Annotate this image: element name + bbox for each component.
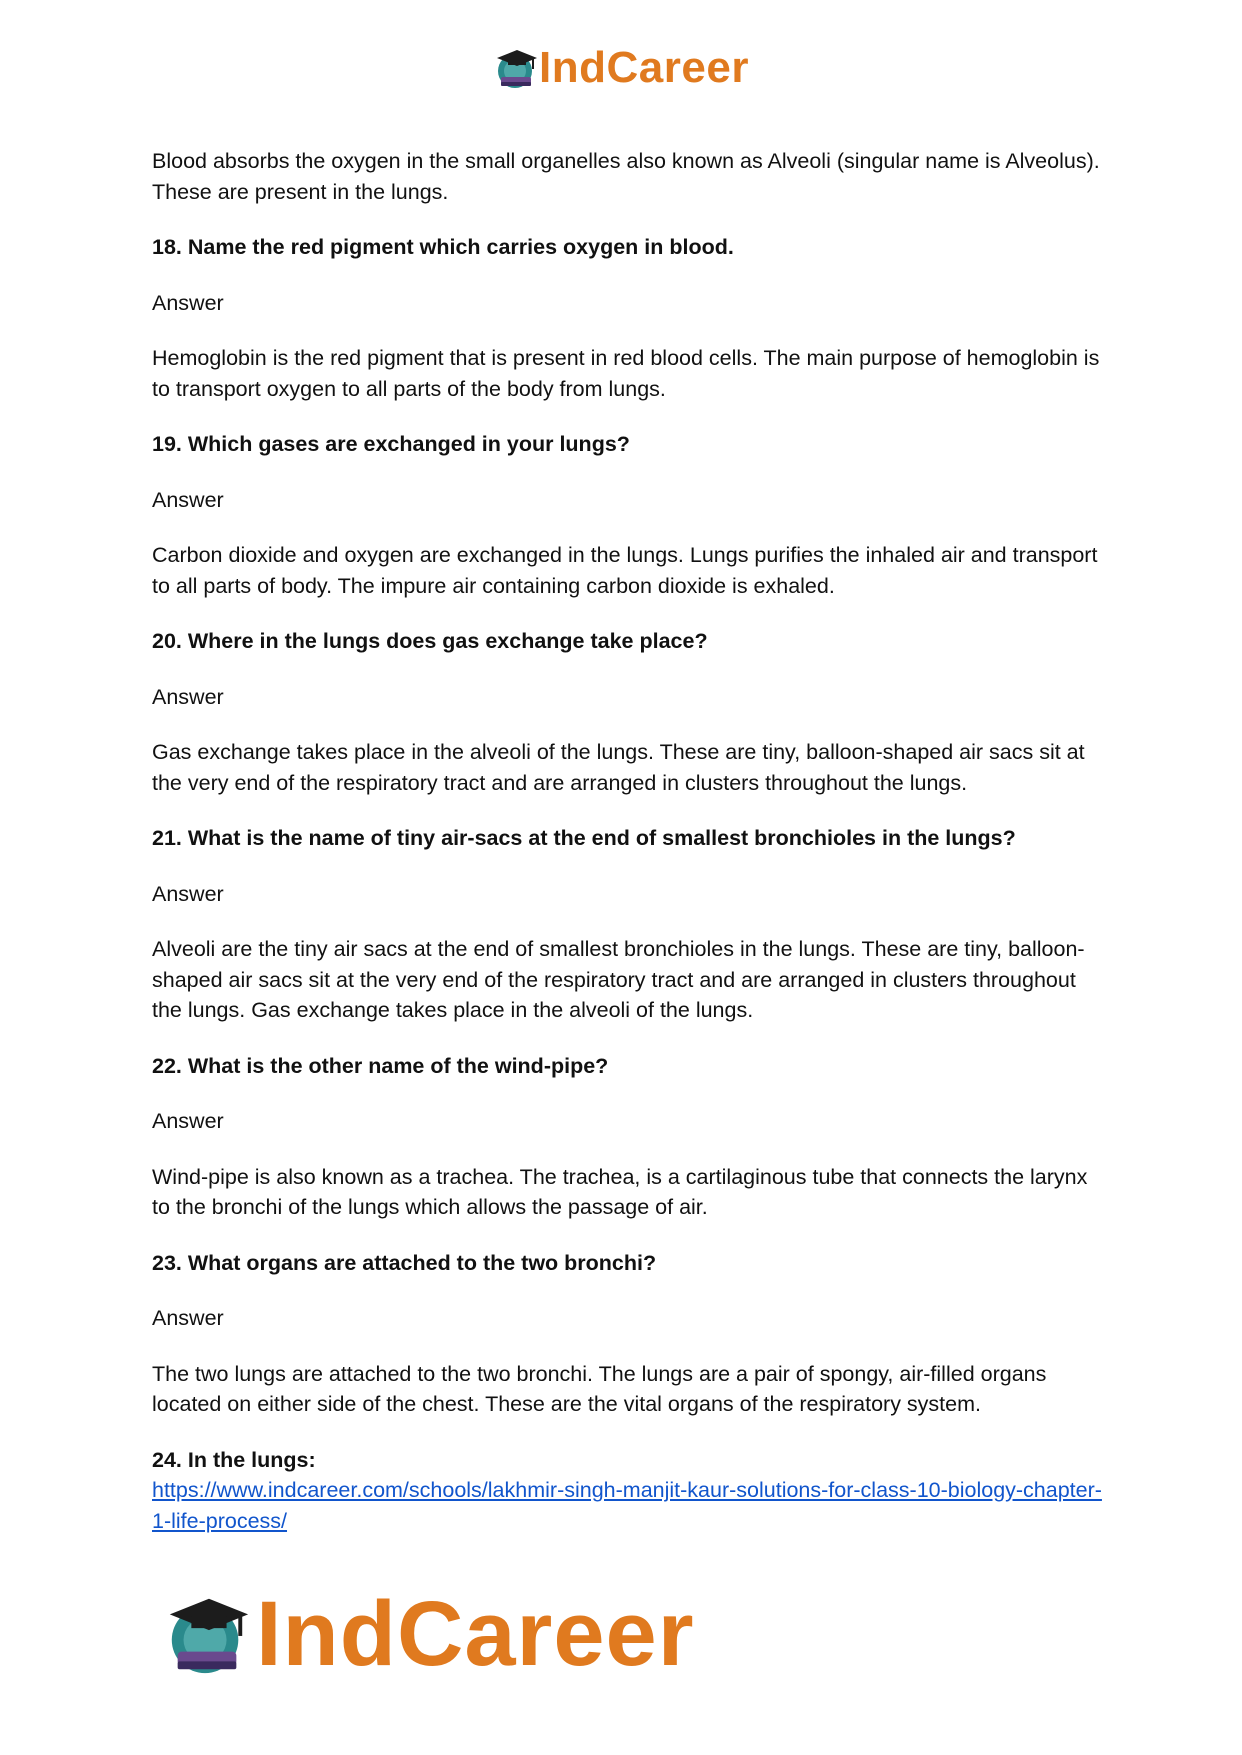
answer-label: Answer bbox=[152, 1306, 224, 1330]
question-heading: 22. What is the other name of the wind-pipe? bbox=[152, 1053, 609, 1078]
answer-paragraph: Wind-pipe is also known as a trachea. The trachea, is a cartilaginous tube that connects the larynx to the bronchi of the lungs which allows the passage of air. bbox=[152, 1164, 1088, 1219]
answer-paragraph: Hemoglobin is the red pigment that is present in red blood cells. The main purpose of hemoglobin is to transport oxygen to all parts of the body from lungs. bbox=[152, 346, 1100, 401]
answer-label: Answer bbox=[152, 684, 224, 709]
question-heading: 23. What organs are attached to the two bronchi? bbox=[152, 1250, 657, 1275]
question-heading: 19. Which gases are exchanged in your lungs? bbox=[152, 432, 630, 456]
answer-label: Answer bbox=[152, 290, 224, 315]
footer-logo-text: IndCareer bbox=[256, 1583, 695, 1685]
header-logo bbox=[0, 40, 1242, 96]
answer-label: Answer bbox=[152, 1109, 224, 1133]
answer-paragraph: The two lungs are attached to the two bronchi. The lungs are a pair of spongy, air-filled organs located on either side of the chest. These are the vital organs of the respiratory system. bbox=[152, 1361, 1047, 1416]
source-link[interactable]: https://www.indcareer.com/schools/lakhmir-singh-manjit-kaur-solutions-for-class-10-biology-chapter-1-life-process/ bbox=[152, 1478, 1102, 1533]
answer-label: Answer bbox=[152, 881, 224, 906]
answer-paragraph: Gas exchange takes place in the alveoli of the lungs. These are tiny, balloon-shaped air sacs sit at the very end of the respiratory tract and are arranged in clusters throughout the lungs. bbox=[152, 740, 1085, 795]
question-heading: 20. Where in the lungs does gas exchange take place? bbox=[152, 629, 708, 653]
question-heading: 24. In the lungs: bbox=[152, 1447, 316, 1472]
answer-paragraph: Alveoli are the tiny air sacs at the end of smallest bronchioles in the lungs. These are tiny, balloon-shaped air sacs sit at the very end of the respiratory tract and are arranged in clusters throughout the lungs. Gas exchange takes place in the alveoli of the lungs. bbox=[152, 937, 1085, 1022]
logo-text: IndCareer bbox=[539, 43, 749, 92]
document-body bbox=[152, 146, 1102, 1536]
logo bbox=[493, 44, 749, 92]
graduation-cap-globe-icon bbox=[493, 45, 539, 91]
answer-label: Answer bbox=[152, 487, 224, 512]
footer-logo bbox=[162, 1583, 695, 1685]
question-heading: 21. What is the name of tiny air-sacs at the end of smallest bronchioles in the lungs? bbox=[152, 826, 1016, 850]
answer-paragraph: Blood absorbs the oxygen in the small organelles also known as Alveoli (singular name is Alveolus). These are present in the lungs. bbox=[152, 149, 1100, 204]
question-heading: 18. Name the red pigment which carries oxygen in blood. bbox=[152, 235, 734, 259]
graduation-cap-globe-icon bbox=[162, 1589, 252, 1679]
answer-paragraph: Carbon dioxide and oxygen are exchanged in the lungs. Lungs purifies the inhaled air and transport to all parts of body. The impure air containing carbon dioxide is exhaled. bbox=[152, 543, 1098, 598]
